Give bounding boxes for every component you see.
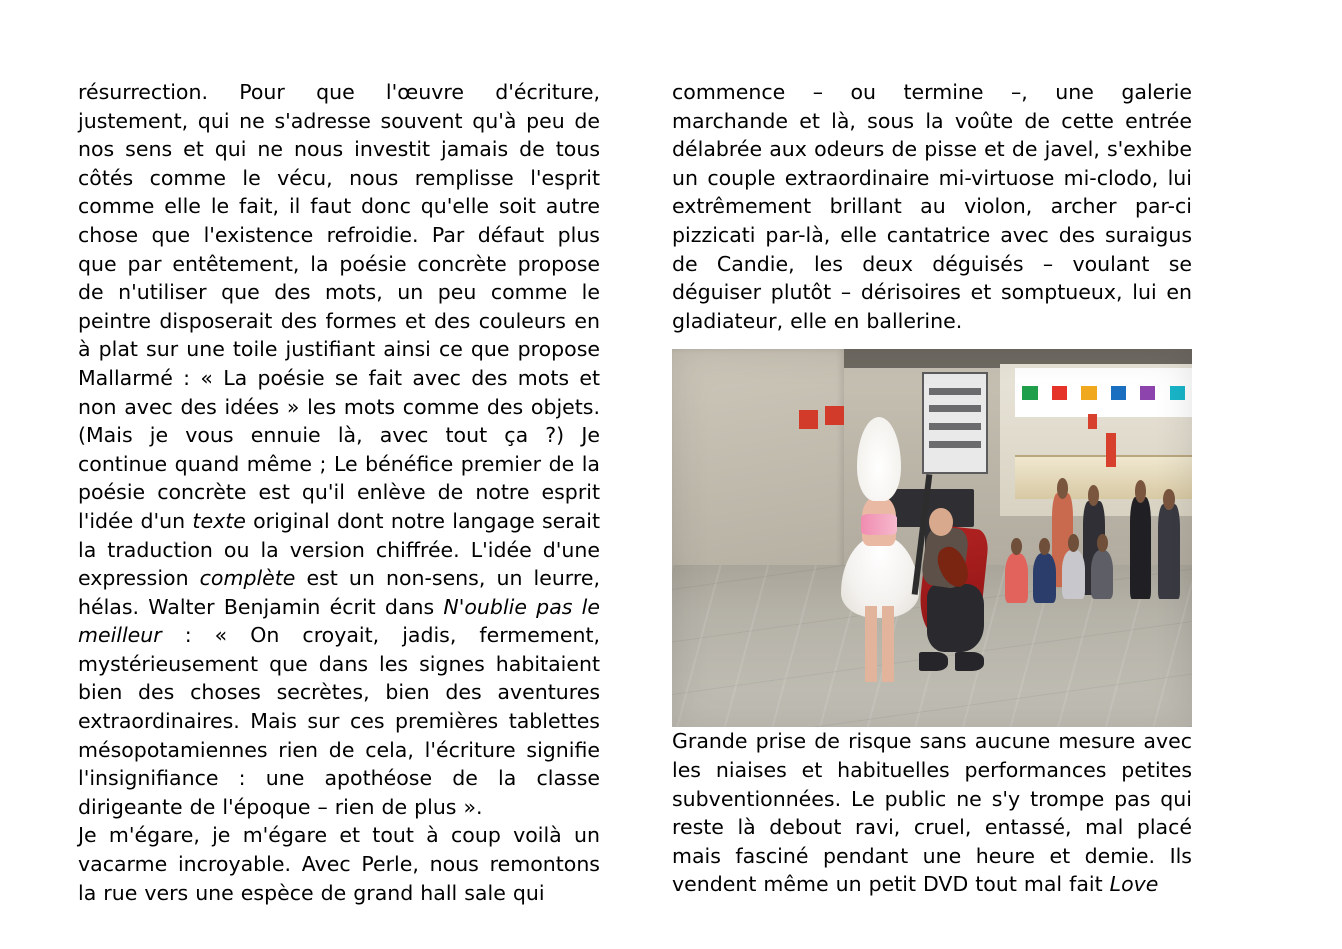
photo-red-wall-marker-2 — [1106, 433, 1115, 467]
paragraph-text-part-2: original dont notre langage serait la traduction ou la version chiffrée. L'idée d'une expression — [78, 508, 600, 591]
left-column — [78, 78, 600, 907]
photo-red-wall-marker-1 — [1088, 414, 1097, 429]
photo-standing-person-3 — [1130, 497, 1152, 599]
photo-standing-person-4 — [1158, 504, 1180, 599]
right-column-paragraph-1: commence – ou termine –, une galerie marchande et là, sous la voûte de cette entrée délabrée aux odeurs de pisse et de javel, s'exhibe un couple extraordinaire mi-virtuose mi-clodo, lui extrêmement brillant au violon, archer par-ci pizzicati par-là, elle cantatrice avec des suraigus de Candie, les deux déguisés – voulant se déguiser plutôt – dérisoires et somptueux, lui en gladiateur, elle en ballerine. — [672, 80, 1192, 333]
two-column-layout — [78, 78, 1268, 907]
photo-caption-italic-love: Love — [1109, 872, 1159, 897]
italic-noublie-pas-le-meilleur: N'oublie pas le meilleur — [78, 594, 600, 648]
photo-shop-sign — [1015, 368, 1192, 417]
sign-swatch-cyan — [1170, 386, 1185, 400]
photo-head — [1011, 538, 1022, 556]
photo-violinist-shoe-left — [919, 652, 948, 671]
paragraph-text-part-1: résurrection. Pour que l'œuvre d'écriture, justement, qui ne s'adresse souvent qu'à peu de nos sens et qui ne nous investit jamais de tous côtés comme le vécu, nous remplisse l'esprit comme elle le fait, il faut donc qu'elle soit autre chose que l'existence refroidie. Par défaut plus que par entêtement, la poésie concrète propose de n'utiliser que des mots, un peu comme le peintre disposerait des formes et des couleurs en à plat sur une toile justifiant ainsi ce que propose Mallarmé : « La poésie se fait avec des mots et non avec des idées » les mots comme des objets. (Mais je vous ennuie là, avec tout ça ?) Je continue quand même ; Le bénéfice premier de la poésie concrète est qu'il enlève de notre esprit l'idée d'un — [78, 80, 600, 533]
photo-left-wall — [672, 349, 844, 576]
photo-head — [1068, 534, 1079, 552]
photo-head — [1135, 480, 1146, 502]
italic-complete: complète — [199, 566, 296, 591]
photo-ballerina-headdress — [857, 417, 901, 500]
left-column-paragraph-1 — [78, 78, 600, 821]
sign-swatch-purple — [1140, 386, 1155, 400]
paragraph-text-part-4: : « On croyait, jadis, fermement, mystérieusement que dans les signes habitaient bien des choses secrètes, bien des aventures extraordinaires. Mais sur ces premières tablettes mésopotamiennes rien de cela, l'écriture signifie l'insignifiance : une apothéose de la classe dirigeante de l'époque – rien de plus ». — [78, 623, 600, 819]
paragraph-text-part-3: est un non-sens, un leurre, hélas. Walter Benjamin écrit dans — [78, 566, 600, 619]
photo-ballerina-leg-right — [882, 606, 893, 682]
poster-line-3 — [929, 423, 981, 430]
poster-line-1 — [929, 388, 981, 395]
photo-ballerina-bodice — [861, 514, 897, 535]
photo-head — [1057, 478, 1068, 499]
street-performance-photo — [672, 349, 1192, 727]
right-column — [672, 78, 1192, 907]
sign-swatch-green — [1022, 386, 1037, 400]
sign-swatch-red — [1052, 386, 1067, 400]
photo-ballerina-leg-left — [865, 606, 876, 682]
photo-red-wall-box-2 — [825, 406, 843, 425]
poster-line-4 — [929, 441, 981, 448]
photo-caption-text: Grande prise de risque sans aucune mesure avec les niaises et habituelles performances petites subventionnées. Le public ne s'y trompe pas qui reste là debout ravi, cruel, entassé, mal placé mais fasciné pendant une heure et demie. Ils vendent même un petit DVD tout mal fait — [672, 729, 1192, 897]
left-column-paragraph-2: Je m'égare, je m'égare et tout à coup voilà un vacarme incroyable. Avec Perle, nous remontons la rue vers une espèce de grand hall sale qui — [78, 823, 600, 905]
italic-texte: texte — [192, 508, 246, 533]
photo-red-wall-box-1 — [799, 410, 817, 429]
sign-swatch-blue — [1111, 386, 1126, 400]
photo-head — [1097, 534, 1108, 552]
photo-head — [1163, 489, 1174, 510]
photo-head — [1039, 538, 1050, 556]
photo-seated-person-2 — [1033, 553, 1056, 602]
photo-wall-poster — [922, 372, 988, 474]
sign-swatch-orange — [1081, 386, 1096, 400]
photo-violinist-shoe-right — [955, 652, 984, 671]
photo-caption — [672, 727, 1192, 899]
photo-seated-person-4 — [1091, 550, 1114, 599]
photo-violinist-legs — [927, 584, 984, 652]
poster-line-2 — [929, 405, 981, 412]
photo-head — [1088, 485, 1099, 506]
photo-seated-person-3 — [1062, 550, 1085, 599]
photo-seated-person-1 — [1005, 553, 1028, 602]
